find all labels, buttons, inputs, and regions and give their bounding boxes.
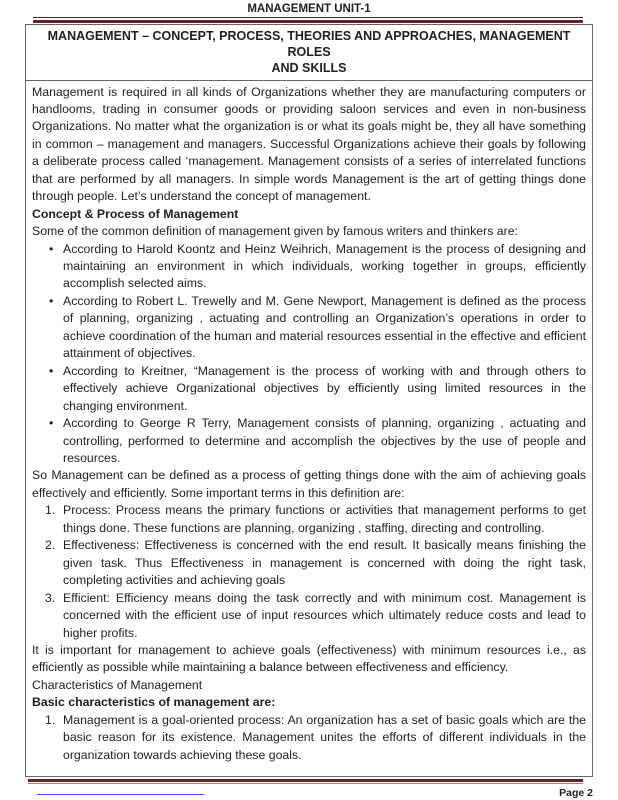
bottom-rule-thin-line [28,783,583,784]
document-title-line-1: MANAGEMENT – CONCEPT, PROCESS, THEORIES AND APPROACHES, MANAGEMENT ROLES [47,28,571,59]
term-item-efficient: Efficient: Efficiency means doing the task correctly and with minimum cost. Management is concerned with the efficient use of input resources which ultimately reduce costs and lead to higher profits. [63,590,586,640]
concept-process-heading: Concept & Process of Management [32,206,239,221]
definition-item-koontz: • According to Harold Koontz and Heinz Weihrich, Management is the process of designing and maintaining an environment in which individuals, working together in groups, efficiently accomplish selected aims. [32,241,586,293]
document-body [26,81,592,765]
header-rule-thick-line [33,20,583,23]
document-title-line-2: AND SKILLS [271,60,347,75]
content-box [25,24,593,777]
definition-item-kreitner: • According to Kreitner, “Management is the process of working with and through others to effectively achieve Organizational objectives by efficiently using limited resources in the changing environment. [32,363,586,415]
definition-item-trewelly: • According to Robert L. Trewelly and M. Gene Newport, Management is defined as the process of planning, organizing , actuating and controlling an Organization’s operations in order to achieve coordination of the human and material resources essential in the effective and efficient attainment of objectives. [32,293,586,363]
page-header [0,0,618,23]
intro-paragraph: Management is required in all kinds of Organizations whether they are manufacturing computers or handlooms, trading in consumer goods or providing saloon services and even in non-business Organizations. No matter what the organization is or what its goals might be, they all have something in common – management and managers. Successful Organizations achieve their goals by following a deliberate process called ‘management. Management consists of a series of interrelated functions that are performed by all managers. In simple words Management is the art of getting things done through people. Let’s understand the concept of management. [32,84,586,204]
basic-characteristics-heading: Basic characteristics of management are: [32,695,276,710]
term-item-process: Process: Process means the primary functions or activities that management performs to get things done. These functions are planning, organizing , staffing, directing and controlling. [63,503,586,535]
characteristics-numbered-list [32,712,586,764]
page-number: Page 2 [559,787,593,799]
bottom-rule-thick-line [28,779,583,782]
footer-blue-line [37,794,204,795]
header-rule-thin-line [33,17,583,18]
summary-paragraph: So Management can be defined as a process of getting things done with the aim of achieving goals effectively and efficiently. Some important terms in this definition are: [32,468,586,500]
document-title [26,25,592,81]
characteristic-item-goal-oriented: Management is a goal-oriented process: An organization has a set of basic goals which are the basic reason for its existence. Management unites the efforts of different individuals in the organization towards achieving these goals. [63,712,586,762]
header-rule [33,17,583,23]
page-header-title: MANAGEMENT UNIT-1 [247,3,371,15]
bottom-rule [28,779,583,784]
definitions-bullet-list [32,241,586,468]
definition-item-terry: • According to George R Terry, Management consists of planning, organizing , actuating and controlling, performed to determine and accomplish the objectives by the use of people and resources. [32,415,586,467]
importance-paragraph: It is important for management to achieve goals (effectiveness) with minimum resources i.e., as efficiently as possible while maintaining a balance between effectiveness and efficiency. [32,643,586,675]
page-footer [0,787,618,800]
characteristics-heading: Characteristics of Management [32,677,203,692]
term-item-effectiveness: Effectiveness: Effectiveness is concerned with the end result. It basically means finishing the given task. Thus Effectiveness in management is concerned with doing the right task, completing activities and achieving goals [63,538,586,588]
terms-numbered-list [32,502,586,642]
definitions-lead-paragraph: Some of the common definition of management given by famous writers and thinkers are: [32,224,518,239]
